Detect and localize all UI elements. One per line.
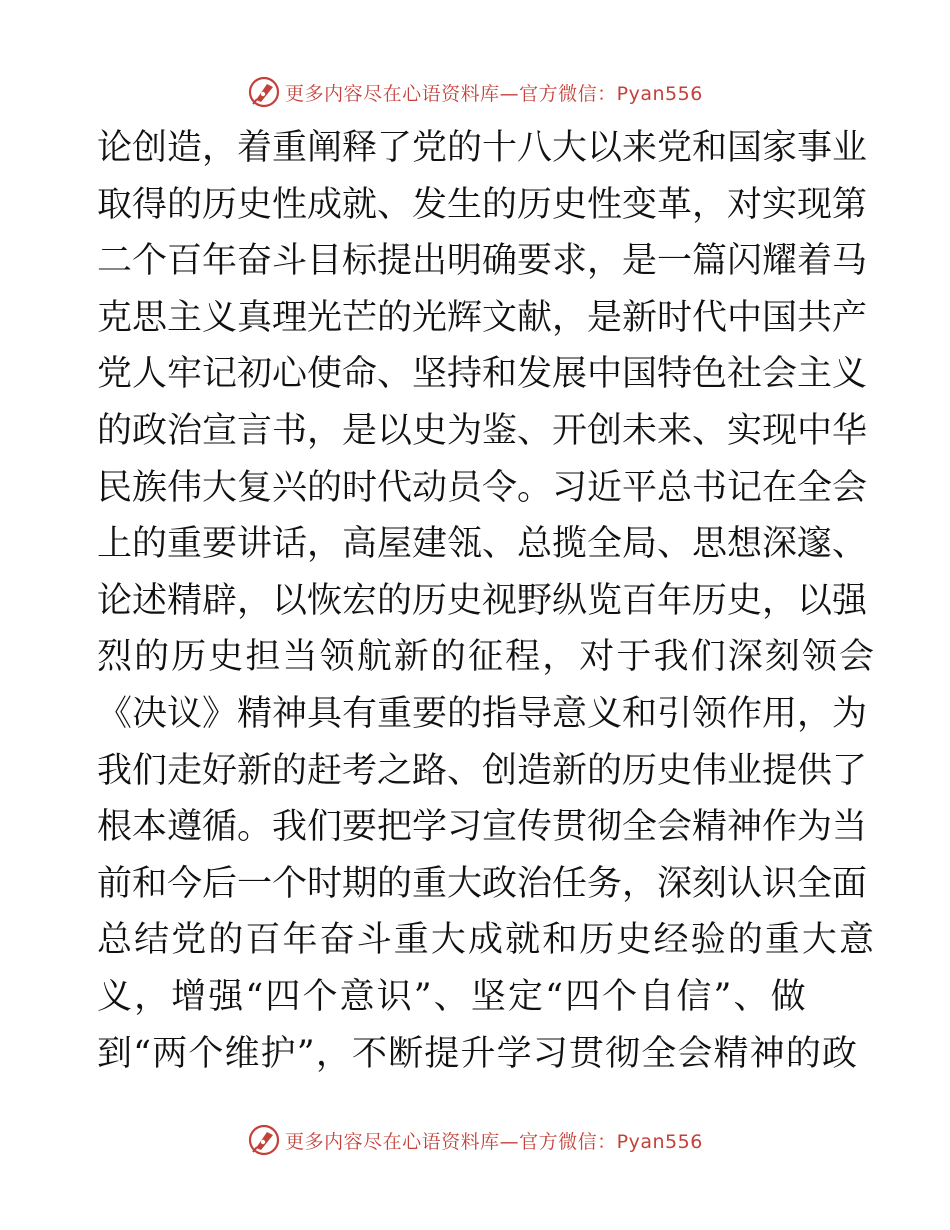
text-line: 义，增强“四个意识”、坚定“四个自信”、做 — [97, 976, 808, 1017]
text-line: 论创造，着重阐释了党的十八大以来党和国家事业 — [97, 128, 868, 168]
text-line: 二个百年奋斗目标提出明确要求，是一篇闪耀着马 — [97, 241, 868, 282]
header-watermark — [0, 72, 950, 112]
text-line: 论述精辟，以恢宏的历史视野纵览百年历史，以强 — [97, 580, 868, 621]
text-line: 上的重要讲话，高屋建瓴、总揽全局、思想深邃、 — [97, 524, 868, 565]
text-line: 到“两个维护”，不断提升学习贯彻全会精神的政 — [97, 1033, 857, 1074]
text-line: 民族伟大复兴的时代动员令。习近平总书记在全会 — [97, 467, 868, 508]
pen-nib-logo-icon — [247, 75, 281, 109]
text-line: 烈的历史担当领航新的征程，对于我们深刻领会 — [97, 637, 877, 678]
text-line: 我们走好新的赶考之路、创造新的历史伟业提供了 — [97, 750, 868, 791]
text-line: 根本遵循。我们要把学习宣传贯彻全会精神作为当 — [97, 807, 868, 848]
watermark-text: 更多内容尽在心语资料库—官方微信：Pyan556 — [285, 82, 703, 105]
text-line: 《决议》精神具有重要的指导意义和引领作用，为 — [97, 693, 868, 734]
text-line: 党人牢记初心使命、坚持和发展中国特色社会主义 — [97, 354, 868, 395]
text-line: 取得的历史性成就、发生的历史性变革，对实现第 — [97, 184, 868, 225]
text-line: 前和今后一个时期的重大政治任务，深刻认识全面 — [97, 863, 868, 904]
watermark-text: 更多内容尽在心语资料库—官方微信：Pyan556 — [285, 1130, 703, 1153]
text-line: 的政治宣言书，是以史为鉴、开创未来、实现中华 — [97, 410, 868, 451]
text-line: 克思主义真理光芒的光辉文献，是新时代中国共产 — [97, 297, 868, 338]
document-body — [97, 120, 877, 1082]
pen-nib-logo-icon — [247, 1123, 281, 1157]
text-line: 总结党的百年奋斗重大成就和历史经验的重大意 — [97, 920, 877, 961]
footer-watermark — [0, 1120, 950, 1160]
